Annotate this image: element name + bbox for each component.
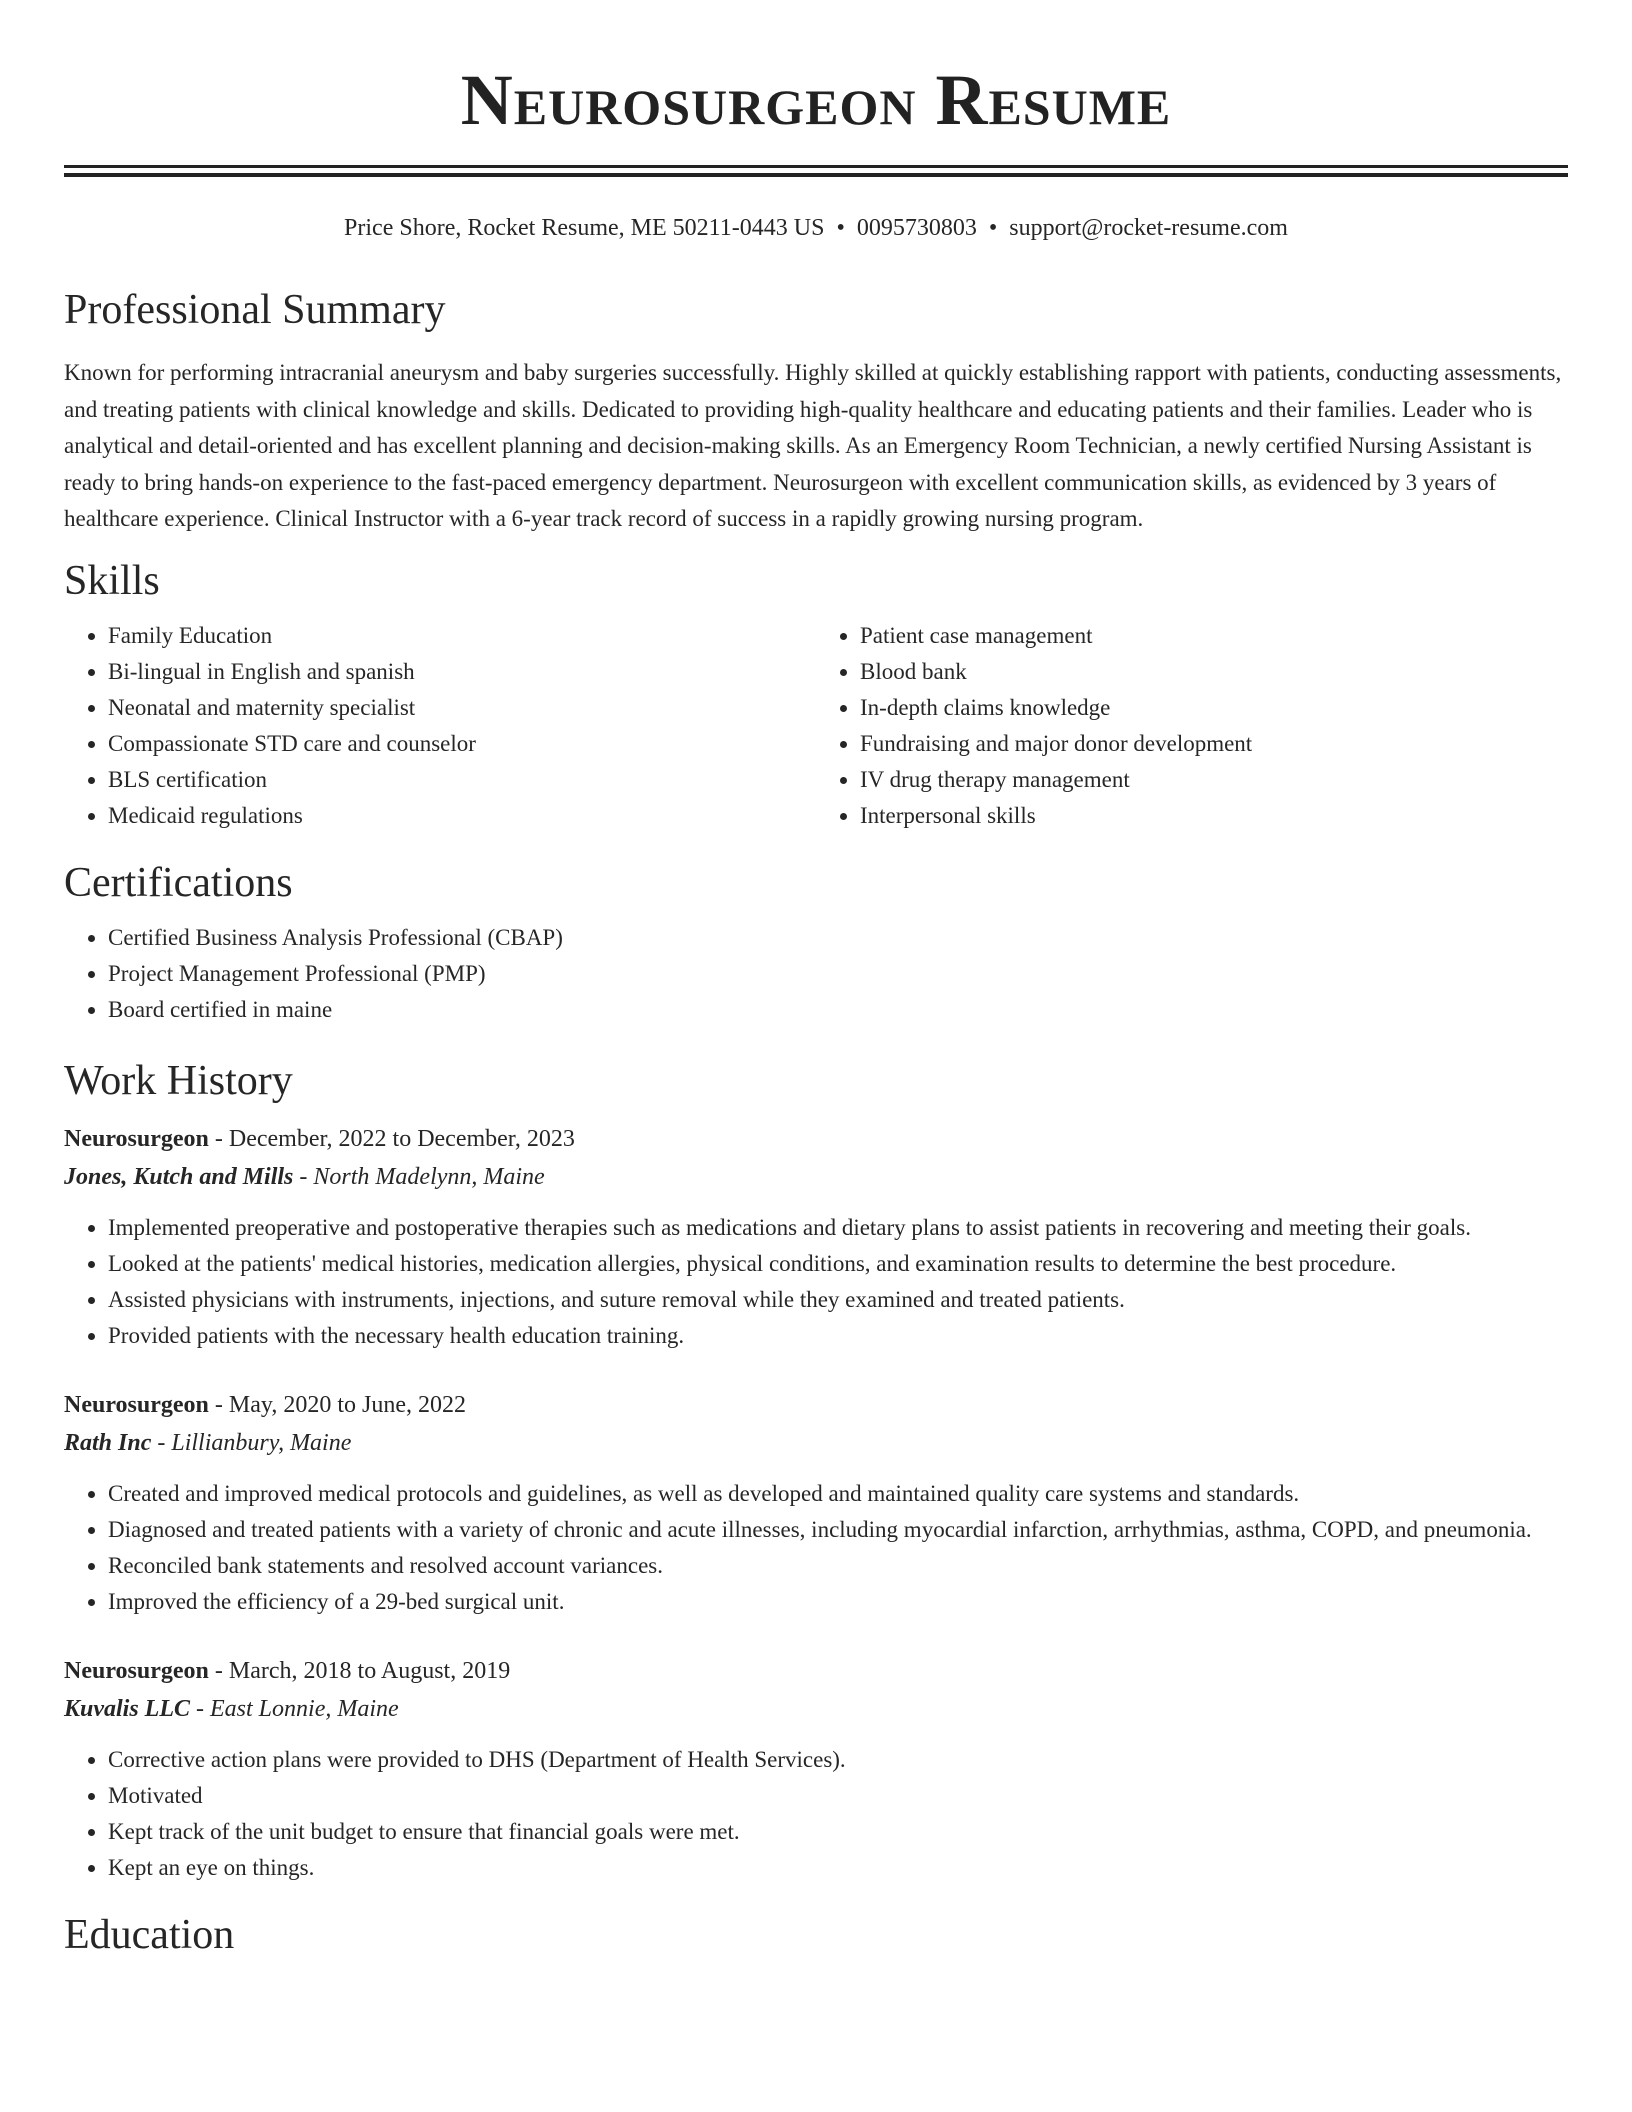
job-entry xyxy=(64,1386,1568,1620)
skill-item: • Compassionate STD care and counselor xyxy=(108,726,816,762)
skills-list xyxy=(64,618,1568,834)
skill-item: • BLS certification xyxy=(108,762,816,798)
job-bullets xyxy=(64,1742,1568,1886)
skill-item: • Blood bank xyxy=(860,654,1568,690)
certification-item: • Project Management Professional (PMP) xyxy=(108,956,1568,992)
skill-item: • IV drug therapy management xyxy=(860,762,1568,798)
title-divider-bottom xyxy=(64,173,1568,177)
job-bullets xyxy=(64,1210,1568,1354)
job-title: Neurosurgeon xyxy=(64,1657,209,1684)
certifications-heading: Certifications xyxy=(64,859,293,906)
skill-item: • Patient case management xyxy=(860,618,1568,654)
resume-page xyxy=(64,0,1568,1960)
job-bullet: • Reconciled bank statements and resolved account variances. xyxy=(108,1548,1568,1584)
job-header: Neurosurgeon - March, 2018 to August, 2019 xyxy=(64,1657,511,1684)
summary-text: Known for performing intracranial aneurysm and baby surgeries successfully. Highly skilled at quickly establishing rapport with patients, conducting assessments, and treating patients with clinical knowledge and skills. Dedicated to providing high-quality healthcare and educating patients and their families. Leader who is analytical and detail-oriented and has excellent planning and decision-making skills. As an Emergency Room Technician, a newly certified Nursing Assistant is ready to bring hands-on experience to the fast-paced emergency department. Neurosurgeon with excellent communication skills, as evidenced by 3 years of healthcare experience. Clinical Instructor with a 6-year track record of success in a rapidly growing nursing program. xyxy=(64,360,1562,531)
job-location: Lillianbury, Maine xyxy=(171,1429,352,1456)
job-entry xyxy=(64,1652,1568,1886)
job-bullet: • Corrective action plans were provided to DHS (Department of Health Services). xyxy=(108,1742,1568,1778)
job-bullet: • Kept track of the unit budget to ensure that financial goals were met. xyxy=(108,1814,1568,1850)
job-dates: May, 2020 to June, 2022 xyxy=(228,1391,466,1418)
job-bullet: • Diagnosed and treated patients with a variety of chronic and acute illnesses, including myocardial infarction, arrhythmias, asthma, COPD, and pneumonia. xyxy=(108,1512,1568,1548)
skills-column-left xyxy=(64,618,816,834)
skill-item: • Medicaid regulations xyxy=(108,798,816,834)
job-location: East Lonnie, Maine xyxy=(210,1695,399,1722)
contact-address: Price Shore, Rocket Resume, ME 50211-0443 US xyxy=(344,215,825,241)
contact-separator: • xyxy=(836,215,845,241)
skill-item: • Family Education xyxy=(108,618,816,654)
skill-item: • Neonatal and maternity specialist xyxy=(108,690,816,726)
job-title: Neurosurgeon xyxy=(64,1125,209,1152)
certifications-list xyxy=(64,920,1568,1028)
job-company-line: Jones, Kutch and Mills - North Madelynn, Maine xyxy=(64,1163,545,1190)
skill-item: • Bi-lingual in English and spanish xyxy=(108,654,816,690)
job-dates: March, 2018 to August, 2019 xyxy=(228,1657,511,1684)
skills-column-right xyxy=(816,618,1568,834)
job-bullet: • Implemented preoperative and postoperative therapies such as medications and dietary plans to assist patients in recovering and meeting their goals. xyxy=(108,1210,1568,1246)
job-bullet: • Looked at the patients' medical histories, medication allergies, physical conditions, and examination results to determine the best procedure. xyxy=(108,1246,1568,1282)
job-bullet: • Motivated xyxy=(108,1778,1568,1814)
skill-item: • In-depth claims knowledge xyxy=(860,690,1568,726)
job-bullet: • Created and improved medical protocols and guidelines, as well as developed and maintained quality care systems and standards. xyxy=(108,1476,1568,1512)
job-header: Neurosurgeon - May, 2020 to June, 2022 xyxy=(64,1391,466,1418)
job-bullets xyxy=(64,1476,1568,1620)
job-location: North Madelynn, Maine xyxy=(313,1163,545,1190)
job-company-line: Kuvalis LLC - East Lonnie, Maine xyxy=(64,1695,399,1722)
job-dates: December, 2022 to December, 2023 xyxy=(228,1125,575,1152)
education-heading: Education xyxy=(64,1911,235,1958)
contact-email: support@rocket-resume.com xyxy=(1009,215,1288,241)
skill-item: • Fundraising and major donor development xyxy=(860,726,1568,762)
job-company: Rath Inc xyxy=(64,1429,152,1456)
job-header: Neurosurgeon - December, 2022 to December, 2023 xyxy=(64,1125,575,1152)
job-company: Jones, Kutch and Mills xyxy=(64,1163,294,1190)
certification-item: • Board certified in maine xyxy=(108,992,1568,1028)
skills-heading: Skills xyxy=(64,557,160,604)
summary-heading: Professional Summary xyxy=(64,287,446,333)
certification-item: • Certified Business Analysis Professional (CBAP) xyxy=(108,920,1568,956)
title-divider-top xyxy=(64,165,1568,168)
job-company-line: Rath Inc - Lillianbury, Maine xyxy=(64,1429,352,1456)
job-bullet: • Kept an eye on things. xyxy=(108,1850,1568,1886)
job-bullet: • Improved the efficiency of a 29-bed surgical unit. xyxy=(108,1584,1568,1620)
contact-phone: 0095730803 xyxy=(856,215,977,241)
contact-separator: • xyxy=(988,215,998,241)
skill-item: • Interpersonal skills xyxy=(860,798,1568,834)
job-bullet: • Assisted physicians with instruments, injections, and suture removal while they examined and treated patients. xyxy=(108,1282,1568,1318)
job-entry xyxy=(64,1120,1568,1354)
job-company: Kuvalis LLC xyxy=(64,1695,191,1722)
job-bullet: • Provided patients with the necessary health education training. xyxy=(108,1318,1568,1354)
contact-line xyxy=(64,213,1568,243)
work-history-heading: Work History xyxy=(64,1057,293,1104)
page-title: Neurosurgeon Resume xyxy=(460,60,1172,140)
job-title: Neurosurgeon xyxy=(64,1391,209,1418)
